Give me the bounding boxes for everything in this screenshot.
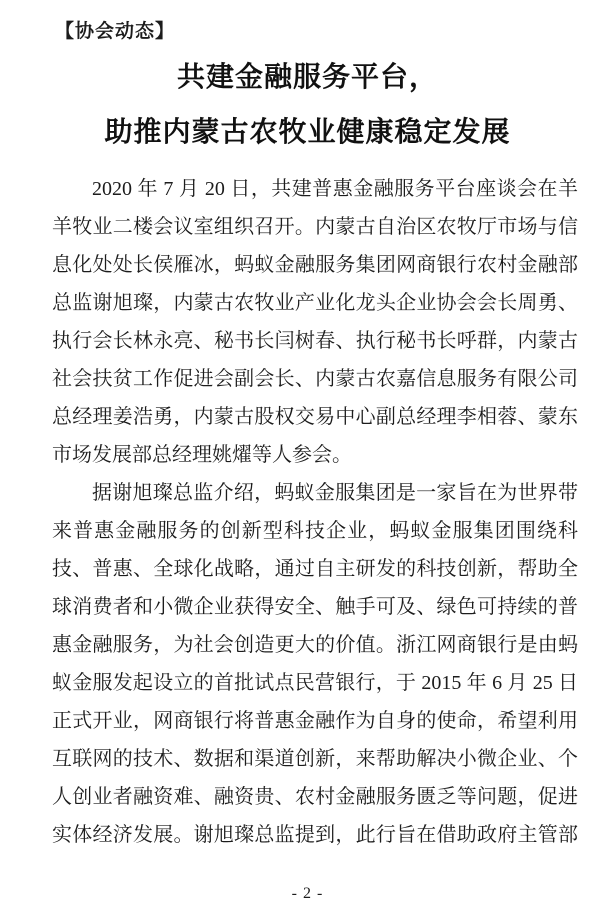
body-text-line: 互联网的技术、数据和渠道创新，来帮助解决小微企业、个 — [52, 748, 578, 770]
document-title-line-2: 助推内蒙古农牧业健康稳定发展 — [104, 117, 511, 148]
body-text-line: 执行会长林永亮、秘书长闫树春、执行秘书长呼群，内蒙古 — [52, 330, 578, 352]
body-text-line: 总经理姜浩勇，内蒙古股权交易中心副总经理李相蓉、蒙东 — [52, 406, 578, 428]
body-text-line: 2020 年 7 月 20 日，共建普惠金融服务平台座谈会在羊 — [92, 178, 578, 200]
body-text-line: 技、普惠、全球化战略，通过自主研发的科技创新，帮助全 — [52, 558, 578, 580]
body-text-line: 社会扶贫工作促进会副会长、内蒙古农嘉信息服务有限公司 — [52, 368, 578, 390]
document-title-line-1: 共建金融服务平台， — [176, 62, 438, 93]
article-body — [52, 170, 578, 854]
body-text-line: 人创业者融资难、融资贵、农村金融服务匮乏等问题，促进 — [52, 786, 578, 808]
body-text-line: 实体经济发展。谢旭璨总监提到，此行旨在借助政府主管部 — [52, 824, 578, 846]
body-text-line: 正式开业，网商银行将普惠金融作为自身的使命，希望利用 — [52, 710, 578, 732]
body-text-line: 总监谢旭璨，内蒙古农牧业产业化龙头企业协会会长周勇、 — [52, 292, 578, 314]
body-text-line: 市场发展部总经理姚燿等人参会。 — [52, 444, 352, 466]
body-text-line: 羊牧业二楼会议室组织召开。内蒙古自治区农牧厅市场与信 — [52, 216, 578, 238]
body-text-line: 来普惠金融服务的创新型科技企业，蚂蚁金服集团围绕科 — [52, 520, 578, 542]
body-text-line: 据谢旭璨总监介绍，蚂蚁金服集团是一家旨在为世界带 — [92, 482, 578, 504]
body-text-line: 球消费者和小微企业获得安全、触手可及、绿色可持续的普 — [52, 596, 578, 618]
document-title — [0, 50, 615, 160]
section-label: 【协会动态】 — [55, 21, 176, 42]
body-text-line: 息化处处长侯雁冰，蚂蚁金融服务集团网商银行农村金融部 — [52, 254, 578, 276]
body-text-line: 蚁金服发起设立的首批试点民营银行，于 2015 年 6 月 25 日 — [52, 672, 578, 694]
page-number: - 2 - — [291, 885, 324, 902]
body-text-line: 惠金融服务，为社会创造更大的价值。浙江网商银行是由蚂 — [52, 634, 578, 656]
